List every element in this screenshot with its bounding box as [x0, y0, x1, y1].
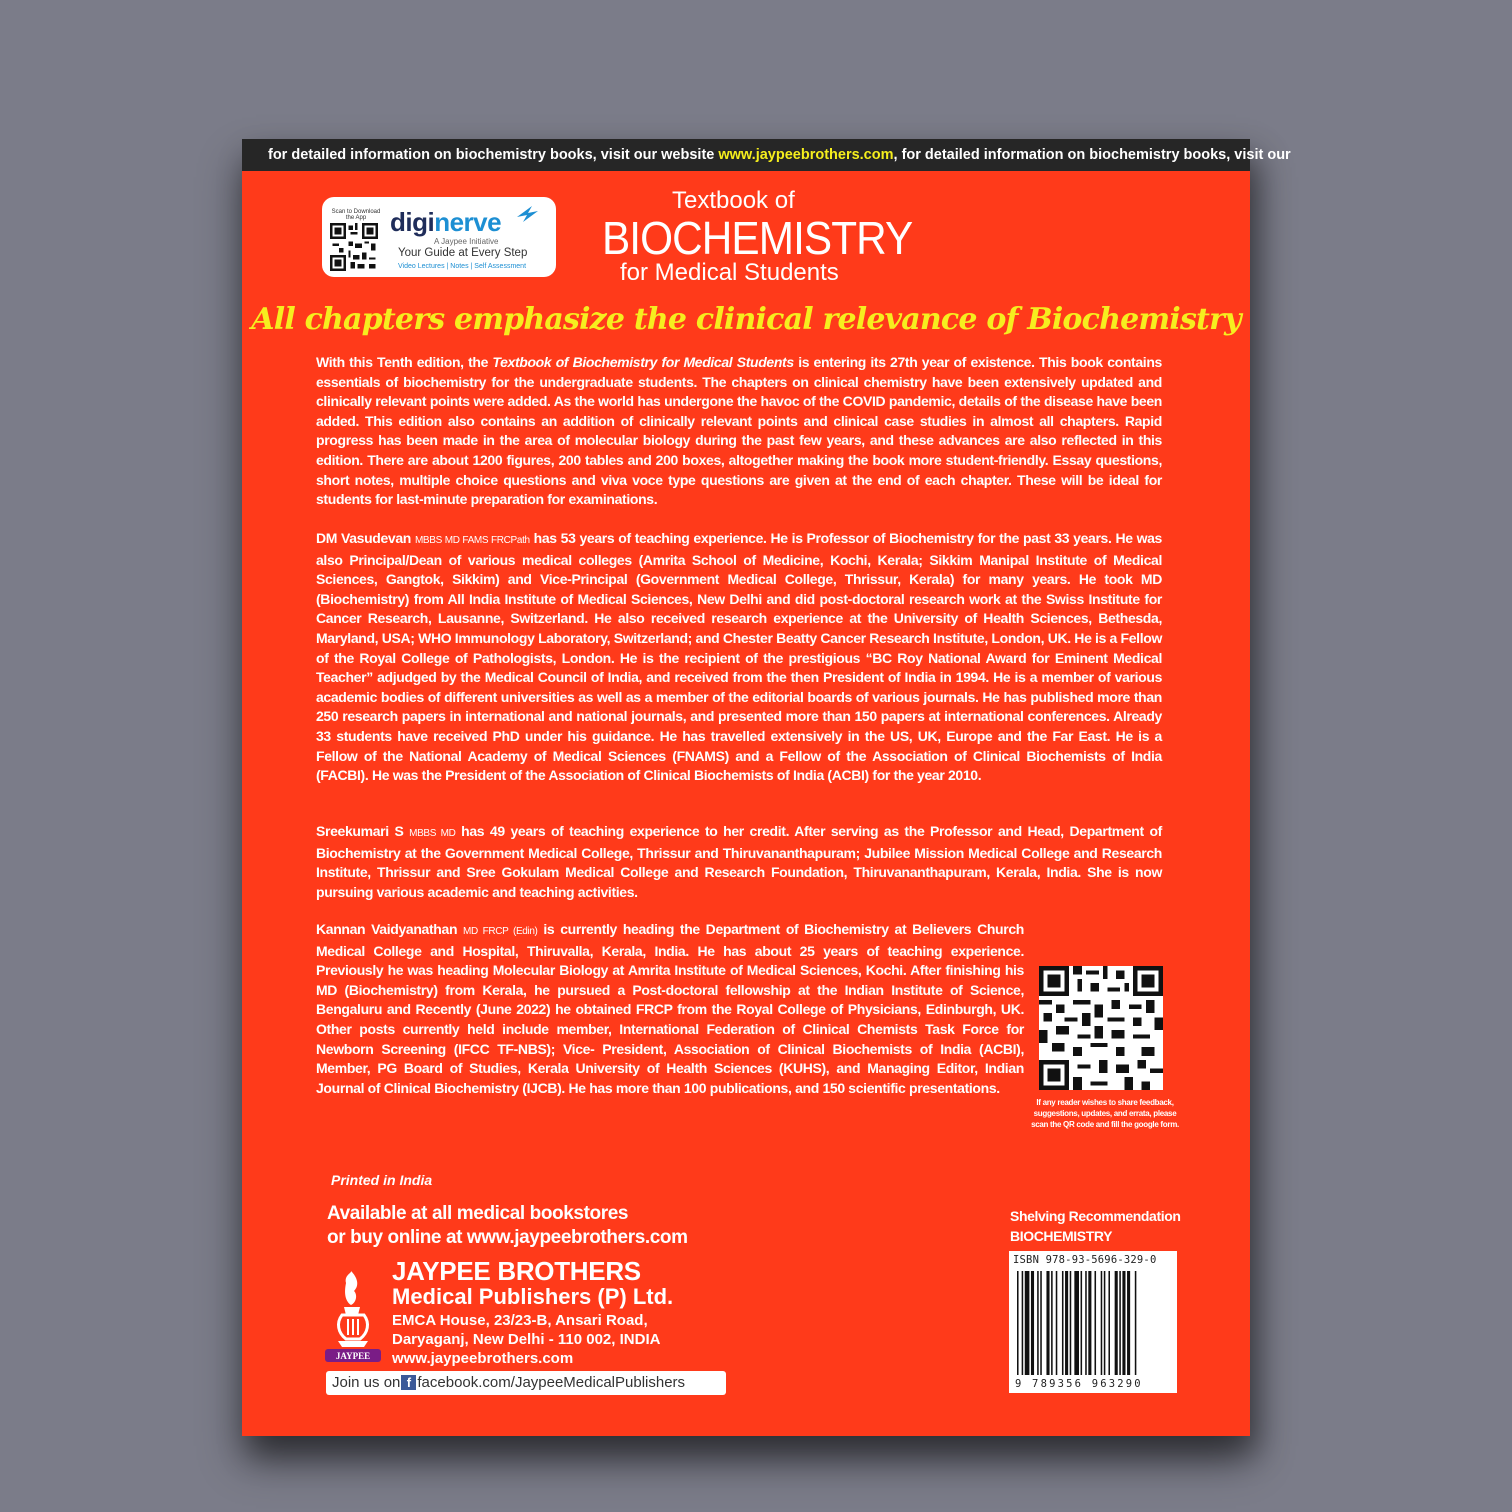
barcode-bar [1070, 1271, 1072, 1375]
tagline: All chapters emphasize the clinical relevance of Biochemistry [251, 302, 1241, 337]
author-qualifications: MBBS MD FAMS FRCPath [414, 535, 530, 546]
author-bio-text: is currently heading the Department of Biochemistry at Believers Church Medical College and Hospital, Thiruvalla, Kerala, India. He has about 25 years of teaching experience. Previously he was heading Molecular Biology at Amrita Institute of Medical Sciences, Kochi. After finishing his MD (Biochemistry) from Kerala, he pursued a Post-doctoral fellowship at the Indian Institute of Science, Bengaluru and Recently (June 2022) he obtained FRCP from the Royal College of Physicians, Edinburgh, UK. Other posts currently held include member, International Federation of Clinical Chemists Task Force for Newborn Screening (IFCC TF-NBS); Vice- President, Association of Clinical Biochemists of India (ACBI), Member, PG Board of Studies, Kerala University of Health Sciences (KUHS), and Managing Editor, Indian Journal of Clinical Biochemistry (IJCB). He has more than 100 publications, and 150 scientific presentations. [316, 921, 1024, 1096]
author-name: Kannan Vaidyanathan [316, 921, 458, 937]
barcode-bar [1031, 1271, 1034, 1375]
author-name: Sreekumari S [316, 823, 404, 839]
author-bio-text: has 53 years of teaching experience. He is Professor of Biochemistry for the past 33 years. He was also Principal/Dean of various medical colleges (Amrita School of Medicine, Kochi, Kerala; Sikkim Manipal Institute of Medical Sciences, Gangtok, Sikkim) and Vice-Principal (Government Medical College, Thrissur, Kerala) for many years. He took MD (Biochemistry) from All India Institute of Medical Sciences, New Delhi and did post-doctoral research work at the Swiss Institute for Cancer Research, Lausanne, Switzerland. He also received research experience at the University of Health Sciences, Bethesda, Maryland, USA; WHO Immunology Laboratory, Switzerland; and Chester Beatty Cancer Research Institute, London, UK. He is a Fellow of the Royal College of Pathologists, London. He is the recipient of the prestigious “BC Roy National Award for Eminent Medical Teacher” adjudged by the Medical Council of India, and received from the then President of India in 1994. He is a member of various academic bodies of different universities as well as a member of the editorial boards of various journals. He has published more than 250 research papers in international and national journals, and presented more than 150 papers at international conferences. Already 33 students have received PhD under his guidance. He has travelled extensively in the US, UK, Europe and the Far East. He is a Fellow of the National Academy of Medical Sciences (FNAMS) and a Fellow of the Association of Clinical Biochemists of India (FACBI). He was the President of the Association of Clinical Biochemists of India (ACBI) for the year 2010. [316, 530, 1162, 784]
logo-part-nerve: nerve [434, 207, 502, 237]
diginerve-logo [390, 207, 501, 238]
publisher-name-line-2: Medical Publishers (P) Ltd. [392, 1284, 674, 1309]
top-bar-lead: for detailed information on biochemistry books, visit our website [268, 147, 719, 163]
barcode [1017, 1271, 1169, 1375]
barcode-digits: 9 789356 963290 [1015, 1378, 1143, 1390]
barcode-bar [1088, 1271, 1091, 1375]
author-qualifications: MBBS MD [409, 828, 456, 839]
intro-book-title: Textbook of Biochemistry for Medical Students [492, 354, 794, 370]
diginerve-app-badge[interactable] [322, 197, 556, 277]
author-bio-text: has 49 years of teaching experience to her credit. After serving as the Professor and Head, Department of Biochemistry at the Government Medical College, Thrissur and Thiruvananthapuram; Jubilee Mission Medical College and Research Institute, Thrissur and Sree Gokulam Medical College and Research Foundation, Thiruvananthapuram, Kerala, India. She is now pursuing various academic and teaching activities. [316, 823, 1162, 900]
barcode-bar [1074, 1271, 1079, 1375]
author-bio [316, 920, 1162, 1098]
barcode-bar [1051, 1271, 1053, 1375]
barcode-bar [1085, 1271, 1087, 1375]
barcode-bar [1017, 1271, 1019, 1375]
address-line-1: EMCA House, 23/23-B, Ansari Road, [392, 1312, 648, 1329]
top-bar-tail: , for detailed information on biochemistry books, visit our [893, 147, 1291, 163]
jaypee-emblem-logo [324, 1271, 382, 1363]
isbn-barcode-block [1009, 1251, 1177, 1393]
diginerve-arrow-icon [514, 201, 540, 225]
title-line-3: for Medical Students [620, 259, 839, 286]
shelving-value: BIOCHEMISTRY [1010, 1228, 1113, 1244]
qr-feedback-note: If any reader wishes to share feedback, suggestions, updates, and errata, please scan the QR code and fill the google form. [1031, 1098, 1179, 1129]
features-text: Video Lectures | Notes | Self Assessment [398, 263, 527, 270]
guide-text: Your Guide at Every Step [398, 247, 528, 259]
barcode-bar [1095, 1271, 1097, 1375]
book-back-cover [242, 139, 1291, 1436]
barcode-bar [1135, 1271, 1137, 1375]
publisher-website[interactable]: www.jaypeebrothers.com [392, 1350, 574, 1367]
publisher-name: JAYPEE BROTHERS [392, 1256, 641, 1286]
intro-paragraph [316, 353, 1162, 510]
barcode-bar [1022, 1271, 1024, 1375]
intro-post: is entering its 27th year of existence. This book contains essentials of biochemistry for the undergraduate students. The chapters on clinical chemistry have been extensively updated and clinically relevant points were added. As the world has undergone the havoc of the COVID pandemic, details of the disease have been added. This edition also contains an addition of clinically relevant points and clinical case studies in almost all chapters. Rapid progress has been made in the area of molecular biology during the past few years, and these advances are also reflected in this edition. There are about 1200 figures, 200 tables and 200 boxes, altogether making the book more student-friendly. Essay questions, short notes, multiple choice questions and viva voce type questions are given at the end of each chapter. These will be ideal for students for last-minute preparation for examinations. [316, 354, 1162, 508]
author-qualifications: MD FRCP (Edin) [463, 926, 538, 937]
facebook-link[interactable] [326, 1371, 726, 1395]
top-info-bar [242, 139, 1291, 171]
title-line-1: Textbook of [672, 187, 795, 214]
barcode-bar [1115, 1271, 1118, 1375]
address-line-2: Daryaganj, New Delhi - 110 002, INDIA [392, 1331, 661, 1348]
intro-pre: With this Tenth edition, the [316, 354, 493, 370]
printed-in-india: Printed in India [331, 1172, 433, 1188]
author-bio [316, 822, 1162, 902]
social-pre-text: Join us on [332, 1374, 401, 1391]
isbn-number: ISBN 978-93-5696-329-0 [1013, 1254, 1157, 1266]
availability-line-1: Available at all medical bookstores [327, 1203, 629, 1224]
author-name: DM Vasudevan [316, 530, 412, 546]
emblem-label: JAYPEE [335, 1351, 371, 1361]
feedback-qr-code[interactable] [1039, 966, 1163, 1090]
barcode-bar [1127, 1271, 1130, 1375]
book-title: BIOCHEMISTRY [602, 212, 913, 264]
barcode-bar [1104, 1271, 1106, 1375]
availability-text [327, 1202, 688, 1250]
top-bar-url[interactable]: www.jaypeebrothers.com [718, 147, 894, 163]
barcode-bar [1122, 1271, 1125, 1375]
barcode-bar [1040, 1271, 1042, 1375]
barcode-bar [1108, 1271, 1110, 1375]
logo-part-digi: digi [390, 207, 435, 237]
facebook-icon: f [401, 1375, 416, 1390]
barcode-bar [1037, 1271, 1039, 1375]
barcode-bar [1062, 1271, 1064, 1375]
publisher-address [392, 1311, 660, 1368]
initiative-text: A Jaypee Initiative [434, 237, 499, 246]
scan-to-download-text: Scan to Download the App [331, 209, 381, 221]
barcode-bar [1056, 1271, 1058, 1375]
author-bio [316, 529, 1162, 786]
barcode-bar [1119, 1271, 1121, 1375]
availability-line-2: or buy online at www.jaypeebrothers.com [327, 1227, 688, 1248]
barcode-bar [1065, 1271, 1068, 1375]
barcode-bar [1025, 1271, 1030, 1375]
barcode-bar [1046, 1271, 1049, 1375]
barcode-bar [1081, 1271, 1083, 1375]
barcode-bar [1101, 1271, 1103, 1375]
app-qr-code-icon [330, 223, 378, 271]
shelving-label: Shelving Recommendation [1010, 1208, 1181, 1224]
facebook-url: facebook.com/JaypeeMedicalPublishers [417, 1374, 686, 1391]
